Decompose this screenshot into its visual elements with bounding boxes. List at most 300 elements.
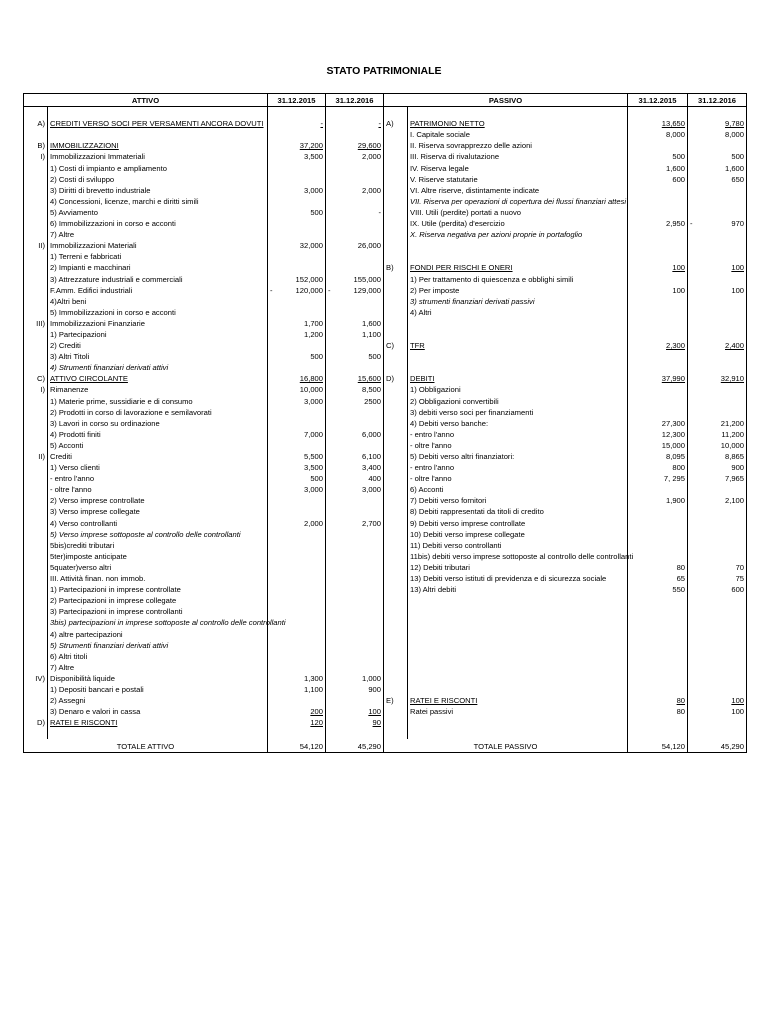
passivo-code bbox=[384, 628, 408, 639]
attivo-code bbox=[24, 218, 48, 229]
table-row bbox=[24, 440, 747, 451]
passivo-2016 bbox=[688, 329, 747, 340]
passivo-2015 bbox=[628, 673, 688, 684]
attivo-label-text: 4) Verso controllanti bbox=[50, 518, 118, 528]
attivo-label-text: 2) Prodotti in corso di lavorazione e semilavorati bbox=[50, 407, 212, 417]
attivo-label bbox=[48, 129, 268, 140]
passivo-2016-text: 970 bbox=[731, 219, 745, 229]
passivo-2016 bbox=[688, 584, 747, 595]
passivo-2016-text: 1,600 bbox=[725, 163, 745, 173]
passivo-code bbox=[384, 196, 408, 207]
passivo-label-text: VII. Riserva per operazioni di copertura dei flussi finanziari attesi bbox=[410, 196, 627, 206]
passivo-label bbox=[408, 262, 628, 273]
table-row bbox=[24, 429, 747, 440]
passivo-2016-text: 21,200 bbox=[720, 418, 745, 428]
passivo-2015 bbox=[628, 118, 688, 129]
attivo-2016 bbox=[326, 573, 384, 584]
attivo-2015-text: 2,000 bbox=[303, 518, 323, 528]
attivo-2015 bbox=[268, 462, 326, 473]
passivo-2016 bbox=[688, 451, 747, 462]
passivo-code bbox=[384, 318, 408, 329]
passivo-2016 bbox=[688, 296, 747, 307]
passivo-2015-text: 8,095 bbox=[666, 452, 686, 461]
passivo-code bbox=[384, 584, 408, 595]
passivo-label-text: 6) Acconti bbox=[410, 485, 444, 495]
passivo-2016 bbox=[688, 673, 747, 684]
attivo-2015 bbox=[268, 640, 326, 651]
passivo-2016 bbox=[688, 706, 747, 717]
passivo-2016 bbox=[688, 662, 747, 673]
attivo-code bbox=[24, 640, 48, 651]
attivo-2016 bbox=[326, 462, 384, 473]
attivo-label-text: 1) Materie prime, sussidiarie e di consumo bbox=[50, 396, 193, 406]
passivo-label bbox=[408, 218, 628, 229]
attivo-label-text: 4)Altri beni bbox=[50, 296, 87, 306]
passivo-2015 bbox=[628, 484, 688, 495]
attivo-code-text: D) bbox=[36, 718, 45, 728]
passivo-2016-text: 900 bbox=[731, 463, 745, 473]
attivo-label-text: 1) Partecipazioni bbox=[50, 329, 107, 339]
attivo-2016 bbox=[326, 429, 384, 440]
attivo-code bbox=[24, 229, 48, 240]
attivo-2015 bbox=[268, 107, 326, 119]
table-row bbox=[24, 296, 747, 307]
attivo-code-text: I) bbox=[40, 152, 45, 162]
passivo-label bbox=[408, 329, 628, 340]
attivo-code-text: I) bbox=[40, 385, 45, 395]
passivo-2015-text: 80 bbox=[676, 707, 686, 717]
passivo-2015 bbox=[628, 174, 688, 185]
passivo-2015 bbox=[628, 517, 688, 528]
passivo-2015 bbox=[628, 196, 688, 207]
table-row bbox=[24, 273, 747, 284]
passivo-label-text: RATEI E RISCONTI bbox=[410, 696, 478, 706]
attivo-label-text: Crediti bbox=[50, 452, 72, 461]
passivo-label bbox=[408, 551, 634, 562]
passivo-2016 bbox=[688, 418, 747, 429]
passivo-code bbox=[384, 573, 408, 584]
attivo-2016 bbox=[326, 407, 384, 418]
attivo-code bbox=[24, 329, 48, 340]
passivo-2015 bbox=[628, 706, 688, 717]
passivo-label bbox=[408, 251, 628, 262]
attivo-2015 bbox=[268, 185, 326, 196]
passivo-label-text: 4) Altri bbox=[410, 307, 432, 317]
attivo-label-text: ATTIVO CIRCOLANTE bbox=[50, 374, 128, 384]
attivo-label bbox=[48, 473, 268, 484]
passivo-code bbox=[384, 118, 408, 129]
passivo-code-text: C) bbox=[386, 341, 395, 351]
attivo-2015 bbox=[268, 273, 326, 284]
attivo-2015 bbox=[268, 318, 326, 329]
passivo-label-text: I. Capitale sociale bbox=[410, 130, 470, 140]
attivo-2015 bbox=[268, 651, 326, 662]
passivo-2016 bbox=[688, 140, 747, 151]
passivo-2015 bbox=[628, 340, 688, 351]
passivo-2016 bbox=[688, 251, 747, 262]
attivo-label-text: 6) Altri titoli bbox=[50, 651, 88, 661]
attivo-2015-text: 1,700 bbox=[303, 318, 323, 328]
passivo-code bbox=[384, 529, 408, 540]
passivo-code bbox=[384, 484, 408, 495]
attivo-2015 bbox=[268, 495, 326, 506]
table-row bbox=[24, 384, 747, 395]
attivo-2015-text: 37,200 bbox=[299, 141, 323, 151]
attivo-code bbox=[24, 717, 48, 728]
attivo-2016 bbox=[326, 551, 384, 562]
table-row bbox=[24, 628, 747, 639]
total-attivo-2016: 45,290 bbox=[326, 739, 384, 753]
attivo-code-text: A) bbox=[37, 119, 45, 129]
passivo-2015 bbox=[628, 285, 688, 296]
passivo-code bbox=[384, 273, 408, 284]
attivo-label-text: 1) Costi di impianto e ampliamento bbox=[50, 163, 167, 173]
table-row bbox=[24, 517, 747, 528]
total-passivo-label: TOTALE PASSIVO bbox=[384, 739, 628, 753]
table-row bbox=[24, 162, 747, 173]
passivo-2016 bbox=[688, 162, 747, 173]
table-row bbox=[24, 373, 747, 384]
attivo-code bbox=[24, 606, 48, 617]
passivo-2015 bbox=[628, 218, 688, 229]
attivo-code-text: III) bbox=[36, 318, 45, 328]
table-row bbox=[24, 351, 747, 362]
passivo-2016-text: 2,400 bbox=[725, 341, 745, 351]
passivo-code bbox=[384, 728, 408, 739]
attivo-2015 bbox=[268, 196, 326, 207]
passivo-2015-text: 65 bbox=[676, 574, 686, 584]
passivo-label-text: 2) Obbligazioni convertibili bbox=[410, 396, 499, 406]
attivo-label-text: IMMOBILIZZAZIONI bbox=[50, 141, 119, 151]
table-row bbox=[24, 640, 747, 651]
attivo-label-text: 2) Impianti e macchinari bbox=[50, 263, 131, 273]
passivo-2015 bbox=[628, 695, 688, 706]
passivo-2015-text: 15,000 bbox=[661, 440, 686, 450]
attivo-label-text: 5) Immobilizzazioni in corso e acconti bbox=[50, 307, 176, 317]
table-row bbox=[24, 595, 747, 606]
attivo-label bbox=[48, 451, 268, 462]
passivo-2015 bbox=[628, 229, 688, 240]
attivo-label bbox=[48, 540, 268, 551]
attivo-2015 bbox=[268, 484, 326, 495]
passivo-2016 bbox=[688, 407, 747, 418]
table-row bbox=[24, 695, 747, 706]
passivo-2015-text: 600 bbox=[672, 174, 686, 184]
passivo-label bbox=[408, 662, 628, 673]
table-row bbox=[24, 606, 747, 617]
passivo-label bbox=[408, 395, 628, 406]
attivo-label bbox=[48, 462, 268, 473]
attivo-2016 bbox=[326, 218, 384, 229]
attivo-2016 bbox=[326, 129, 384, 140]
attivo-2016-text: 2,700 bbox=[361, 518, 381, 528]
attivo-2016 bbox=[326, 107, 384, 119]
passivo-label bbox=[408, 162, 628, 173]
attivo-2015 bbox=[268, 251, 326, 262]
attivo-2016 bbox=[326, 473, 384, 484]
passivo-code bbox=[384, 617, 408, 628]
attivo-label bbox=[48, 285, 268, 296]
attivo-code bbox=[24, 140, 48, 151]
attivo-label bbox=[48, 628, 268, 639]
attivo-2016-text: 6,100 bbox=[361, 452, 381, 461]
passivo-label-text: 5) Debiti verso altri finanziatori: bbox=[410, 452, 515, 461]
passivo-label bbox=[408, 429, 628, 440]
attivo-label bbox=[48, 229, 268, 240]
attivo-code bbox=[24, 362, 48, 373]
attivo-2016 bbox=[326, 640, 384, 651]
attivo-2015 bbox=[268, 695, 326, 706]
table-row bbox=[24, 728, 747, 739]
attivo-2016 bbox=[326, 207, 384, 218]
attivo-label bbox=[48, 196, 268, 207]
table-row bbox=[24, 573, 747, 584]
page-title: STATO PATRIMONIALE bbox=[326, 65, 442, 77]
passivo-2015 bbox=[628, 384, 688, 395]
passivo-2015 bbox=[628, 273, 688, 284]
passivo-code bbox=[384, 162, 408, 173]
passivo-label bbox=[408, 307, 628, 318]
attivo-label bbox=[48, 296, 268, 307]
passivo-2016 bbox=[688, 484, 747, 495]
attivo-2015 bbox=[268, 606, 326, 617]
passivo-label-text: 4) Debiti verso banche: bbox=[410, 418, 489, 428]
attivo-2015 bbox=[268, 407, 326, 418]
passivo-label bbox=[408, 384, 628, 395]
passivo-label bbox=[408, 240, 628, 251]
attivo-label-text: 1) Terreni e fabbricati bbox=[50, 252, 122, 262]
passivo-2016 bbox=[688, 473, 747, 484]
passivo-code bbox=[384, 551, 408, 562]
attivo-2015-text: 5,500 bbox=[303, 452, 323, 461]
passivo-2015-text: 7, 295 bbox=[663, 474, 686, 484]
attivo-label bbox=[48, 706, 268, 717]
table-row bbox=[24, 285, 747, 296]
attivo-label-text: Immobilizzazioni Finanziarie bbox=[50, 318, 145, 328]
total-attivo-2015: 54,120 bbox=[268, 739, 326, 753]
passivo-label-text: 13) Debiti verso istituti di previdenza e di sicurezza sociale bbox=[410, 574, 607, 584]
attivo-code bbox=[24, 262, 48, 273]
passivo-2015-text: 80 bbox=[676, 562, 686, 572]
passivo-code bbox=[384, 174, 408, 185]
passivo-label bbox=[408, 529, 628, 540]
attivo-2016 bbox=[326, 606, 384, 617]
table-row bbox=[24, 118, 747, 129]
attivo-label bbox=[48, 695, 268, 706]
attivo-label-text: 3) Diritti di brevetto industriale bbox=[50, 185, 151, 195]
attivo-2015 bbox=[268, 362, 326, 373]
attivo-2016 bbox=[326, 395, 384, 406]
header-passivo-2016: 31.12.2016 bbox=[688, 94, 747, 107]
passivo-2015 bbox=[628, 584, 688, 595]
passivo-2015 bbox=[628, 640, 688, 651]
attivo-label bbox=[48, 429, 268, 440]
passivo-code bbox=[384, 418, 408, 429]
attivo-2016-text: 29,600 bbox=[357, 141, 381, 151]
attivo-label bbox=[48, 595, 268, 606]
passivo-2015 bbox=[628, 395, 688, 406]
attivo-label bbox=[48, 529, 268, 540]
passivo-2016 bbox=[688, 340, 747, 351]
passivo-label-text: 2) Per imposte bbox=[410, 285, 460, 295]
attivo-code bbox=[24, 684, 48, 695]
passivo-2015 bbox=[628, 162, 688, 173]
passivo-label-text: TFR bbox=[410, 341, 425, 351]
attivo-label bbox=[48, 362, 268, 373]
passivo-2015 bbox=[628, 684, 688, 695]
passivo-2016 bbox=[688, 595, 747, 606]
passivo-2016 bbox=[688, 240, 747, 251]
attivo-code bbox=[24, 506, 48, 517]
passivo-2015 bbox=[628, 562, 688, 573]
passivo-label bbox=[408, 140, 628, 151]
attivo-2015-text: 3,000 bbox=[303, 396, 323, 406]
attivo-2016 bbox=[326, 517, 384, 528]
attivo-label bbox=[48, 506, 268, 517]
passivo-code bbox=[384, 229, 408, 240]
attivo-2016 bbox=[326, 307, 384, 318]
attivo-2016 bbox=[326, 684, 384, 695]
passivo-2016 bbox=[688, 573, 747, 584]
attivo-2015 bbox=[268, 140, 326, 151]
attivo-2015 bbox=[268, 628, 326, 639]
passivo-label bbox=[408, 540, 628, 551]
passivo-2016 bbox=[688, 462, 747, 473]
passivo-2015-text: 500 bbox=[672, 152, 686, 162]
attivo-label-text: Disponibilità liquide bbox=[50, 673, 116, 683]
passivo-code bbox=[384, 185, 408, 196]
passivo-code bbox=[384, 673, 408, 684]
table-row bbox=[24, 362, 747, 373]
passivo-label bbox=[408, 617, 628, 628]
passivo-2016-text: 100 bbox=[731, 263, 745, 273]
passivo-label-text: 12) Debiti tributari bbox=[410, 562, 470, 572]
passivo-2016-text: 9,780 bbox=[725, 119, 745, 129]
attivo-2015-text: 120,000 bbox=[295, 285, 323, 295]
attivo-label-text: RATEI E RISCONTI bbox=[50, 718, 118, 728]
passivo-code bbox=[384, 706, 408, 717]
passivo-label bbox=[408, 407, 628, 418]
passivo-code bbox=[384, 606, 408, 617]
attivo-2015 bbox=[268, 584, 326, 595]
passivo-2015 bbox=[628, 717, 688, 728]
passivo-2015 bbox=[628, 540, 688, 551]
attivo-label-text: - oltre l'anno bbox=[50, 485, 92, 495]
attivo-2015 bbox=[268, 429, 326, 440]
table-row bbox=[24, 562, 747, 573]
passivo-2016 bbox=[688, 429, 747, 440]
passivo-2015 bbox=[628, 307, 688, 318]
passivo-2015-text: 2,950 bbox=[666, 219, 686, 229]
passivo-code-text: D) bbox=[386, 374, 395, 384]
attivo-2015 bbox=[268, 262, 326, 273]
attivo-label-text: 5quater)verso altri bbox=[50, 562, 112, 572]
passivo-code bbox=[384, 373, 408, 384]
passivo-2016-text: 11,200 bbox=[721, 429, 745, 439]
passivo-2016 bbox=[688, 285, 747, 296]
passivo-code bbox=[384, 473, 408, 484]
table-row bbox=[24, 207, 747, 218]
table-row bbox=[24, 540, 747, 551]
attivo-2016 bbox=[326, 695, 384, 706]
attivo-code bbox=[24, 517, 48, 528]
table-row bbox=[24, 251, 747, 262]
attivo-code bbox=[24, 207, 48, 218]
passivo-label bbox=[408, 628, 628, 639]
attivo-2015-text: 120 bbox=[310, 718, 323, 728]
attivo-label bbox=[48, 584, 268, 595]
attivo-code-text: IV) bbox=[35, 673, 45, 683]
attivo-label bbox=[48, 684, 268, 695]
attivo-2016-text: 1,600 bbox=[361, 318, 381, 328]
passivo-label bbox=[408, 717, 628, 728]
passivo-2016-text: 100 bbox=[731, 707, 745, 717]
passivo-2016 bbox=[688, 440, 747, 451]
passivo-label bbox=[408, 273, 628, 284]
header-attivo: ATTIVO bbox=[24, 94, 268, 107]
attivo-2016 bbox=[326, 651, 384, 662]
passivo-code bbox=[384, 140, 408, 151]
attivo-code-text: B) bbox=[37, 141, 45, 151]
passivo-2016 bbox=[688, 540, 747, 551]
passivo-2015 bbox=[628, 185, 688, 196]
passivo-2015 bbox=[628, 451, 688, 462]
attivo-2015 bbox=[268, 395, 326, 406]
attivo-code bbox=[24, 351, 48, 362]
attivo-code bbox=[24, 540, 48, 551]
attivo-2016 bbox=[326, 418, 384, 429]
attivo-code bbox=[24, 695, 48, 706]
passivo-code bbox=[384, 218, 408, 229]
passivo-2016 bbox=[688, 351, 747, 362]
table-row bbox=[24, 506, 747, 517]
passivo-code bbox=[384, 240, 408, 251]
passivo-2016 bbox=[688, 273, 747, 284]
passivo-2015-text: 2,300 bbox=[666, 341, 686, 351]
attivo-2015-text: 7,000 bbox=[303, 429, 323, 439]
attivo-label bbox=[48, 551, 268, 562]
passivo-2016 bbox=[688, 174, 747, 185]
passivo-2015 bbox=[628, 529, 688, 540]
passivo-2015 bbox=[628, 107, 688, 119]
attivo-2015 bbox=[268, 296, 326, 307]
passivo-code bbox=[384, 340, 408, 351]
header-attivo-2016: 31.12.2016 bbox=[326, 94, 384, 107]
attivo-label-text: 3) Attrezzature industriali e commerciali bbox=[50, 274, 183, 284]
passivo-2015 bbox=[628, 318, 688, 329]
attivo-2016 bbox=[326, 318, 384, 329]
passivo-2015 bbox=[628, 240, 688, 251]
passivo-2015-text: 8,000 bbox=[666, 130, 686, 140]
attivo-2015-text: 1,100 bbox=[303, 684, 323, 694]
passivo-2016 bbox=[688, 185, 747, 196]
attivo-2015 bbox=[268, 595, 326, 606]
passivo-label bbox=[408, 362, 628, 373]
attivo-label bbox=[48, 251, 268, 262]
passivo-label bbox=[408, 562, 628, 573]
passivo-2015-text: 100 bbox=[672, 263, 686, 273]
passivo-2016 bbox=[688, 107, 747, 119]
attivo-2015 bbox=[268, 207, 326, 218]
attivo-2016 bbox=[326, 673, 384, 684]
passivo-label bbox=[408, 706, 628, 717]
attivo-2015 bbox=[268, 229, 326, 240]
header-attivo-2015: 31.12.2015 bbox=[268, 94, 326, 107]
attivo-label bbox=[48, 517, 268, 528]
attivo-2015-text: 500 bbox=[310, 207, 323, 217]
passivo-label bbox=[408, 318, 628, 329]
attivo-2016-text: 3,400 bbox=[361, 463, 381, 473]
